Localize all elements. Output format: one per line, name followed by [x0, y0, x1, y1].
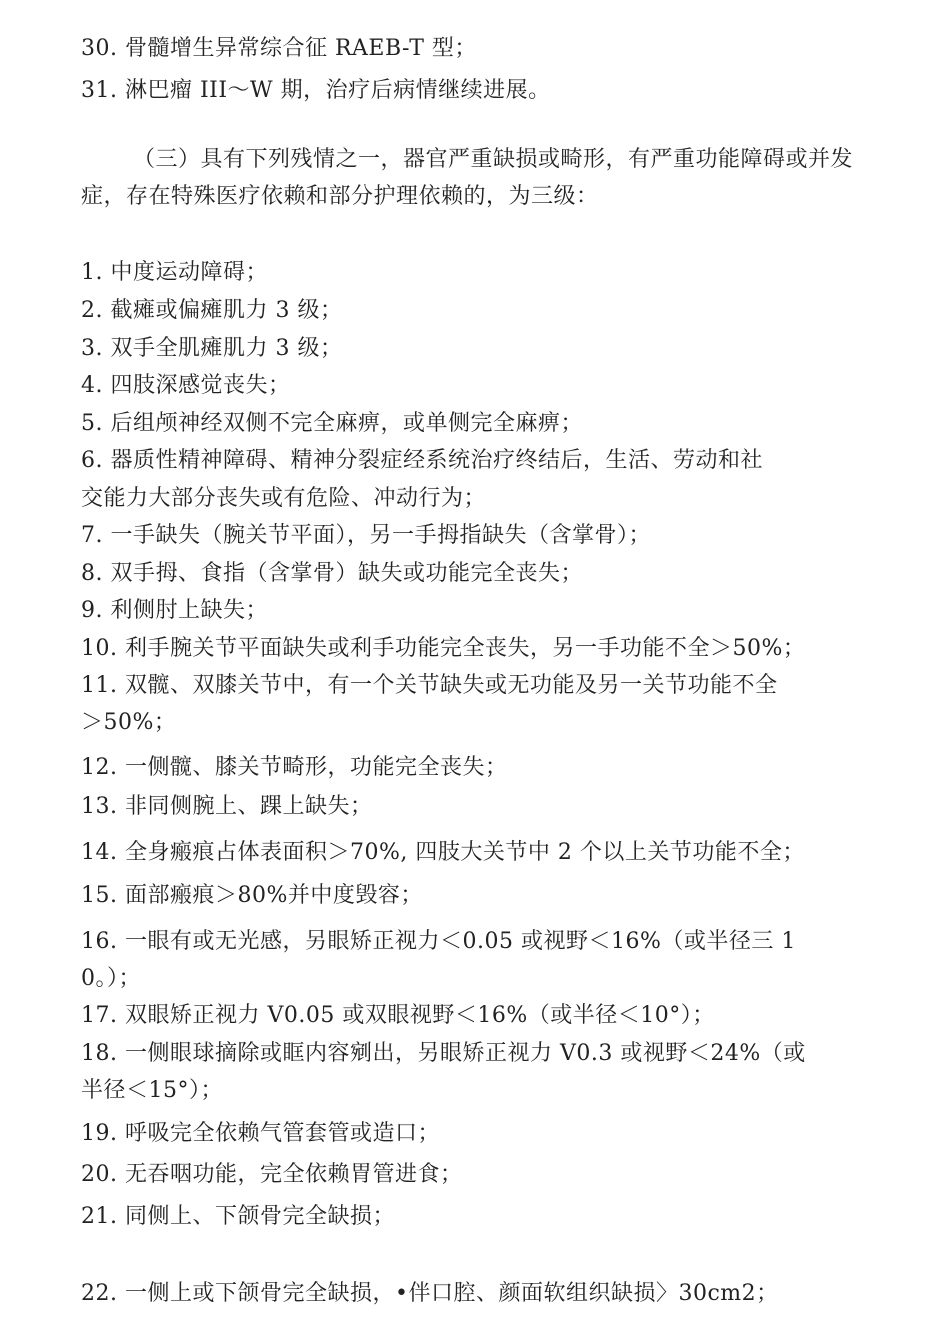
- list-item-continuation: 交能力大部分丧失或有危险、冲动行为；: [81, 486, 487, 511]
- list-item: 20. 无吞咽功能，完全依赖胃管进食；: [81, 1162, 463, 1187]
- list-item-continuation: 半径＜15°）；: [81, 1078, 223, 1103]
- list-item: 16. 一眼有或无光感，另眼矫正视力＜0.05 或视野＜16%（或半径三 1: [81, 929, 796, 954]
- list-item: 6. 器质性精神障碍、精神分裂症经系统治疗终结后，生活、劳动和社: [81, 448, 763, 473]
- list-item: 31. 淋巴瘤 III～W 期，治疗后病情继续进展。: [81, 78, 551, 103]
- list-item: 5. 后组颅神经双侧不完全麻痹，或单侧完全麻痹；: [81, 411, 583, 436]
- list-item: 2. 截瘫或偏瘫肌力 3 级；: [81, 298, 343, 323]
- list-item: 11. 双髋、双膝关节中，有一个关节缺失或无功能及另一关节功能不全: [81, 673, 778, 698]
- list-item-continuation: ＞50%；: [81, 710, 177, 735]
- list-item: 22. 一侧上或下颌骨完全缺损，•伴口腔、颜面软组织缺损〉30cm2；: [81, 1281, 779, 1306]
- section-heading: [81, 141, 881, 215]
- list-item: 14. 全身瘢痕占体表面积＞70%, 四肢大关节中 2 个以上关节功能不全；: [81, 840, 805, 865]
- list-item: 13. 非同侧腕上、踝上缺失；: [81, 794, 373, 819]
- section-heading-text: （三）具有下列残情之一，器官严重缺损或畸形，有严重功能障碍或并发症，存在特殊医疗依赖和部分护理依赖的，为三级：: [81, 147, 854, 209]
- list-item: 15. 面部瘢痕＞80%并中度毁容；: [81, 883, 423, 908]
- list-item: 4. 四肢深感觉丧失；: [81, 373, 291, 398]
- list-item: 9. 利侧肘上缺失；: [81, 598, 268, 623]
- list-item-continuation: 0。）；: [81, 966, 141, 991]
- list-item: 3. 双手全肌瘫肌力 3 级；: [81, 336, 343, 361]
- list-item: 8. 双手拇、食指（含掌骨）缺失或功能完全丧失；: [81, 561, 583, 586]
- list-item: 19. 呼吸完全依赖气管套管或造口；: [81, 1121, 440, 1146]
- list-item: 7. 一手缺失（腕关节平面），另一手拇指缺失（含掌骨）；: [81, 523, 651, 548]
- list-item: 17. 双眼矫正视力 V0.05 或双眼视野＜16%（或半径＜10°）；: [81, 1003, 715, 1028]
- list-item: 12. 一侧髋、膝关节畸形，功能完全丧失；: [81, 755, 508, 780]
- list-item: 30. 骨髓增生异常综合征 RAEB-T 型；: [81, 36, 477, 61]
- list-item: 18. 一侧眼球摘除或眶内容剜出，另眼矫正视力 V0.3 或视野＜24%（或: [81, 1041, 806, 1066]
- list-item: 21. 同侧上、下颌骨完全缺损；: [81, 1204, 395, 1229]
- list-item: 10. 利手腕关节平面缺失或利手功能完全丧失，另一手功能不全＞50%；: [81, 636, 806, 661]
- list-item: 1. 中度运动障碍；: [81, 260, 268, 285]
